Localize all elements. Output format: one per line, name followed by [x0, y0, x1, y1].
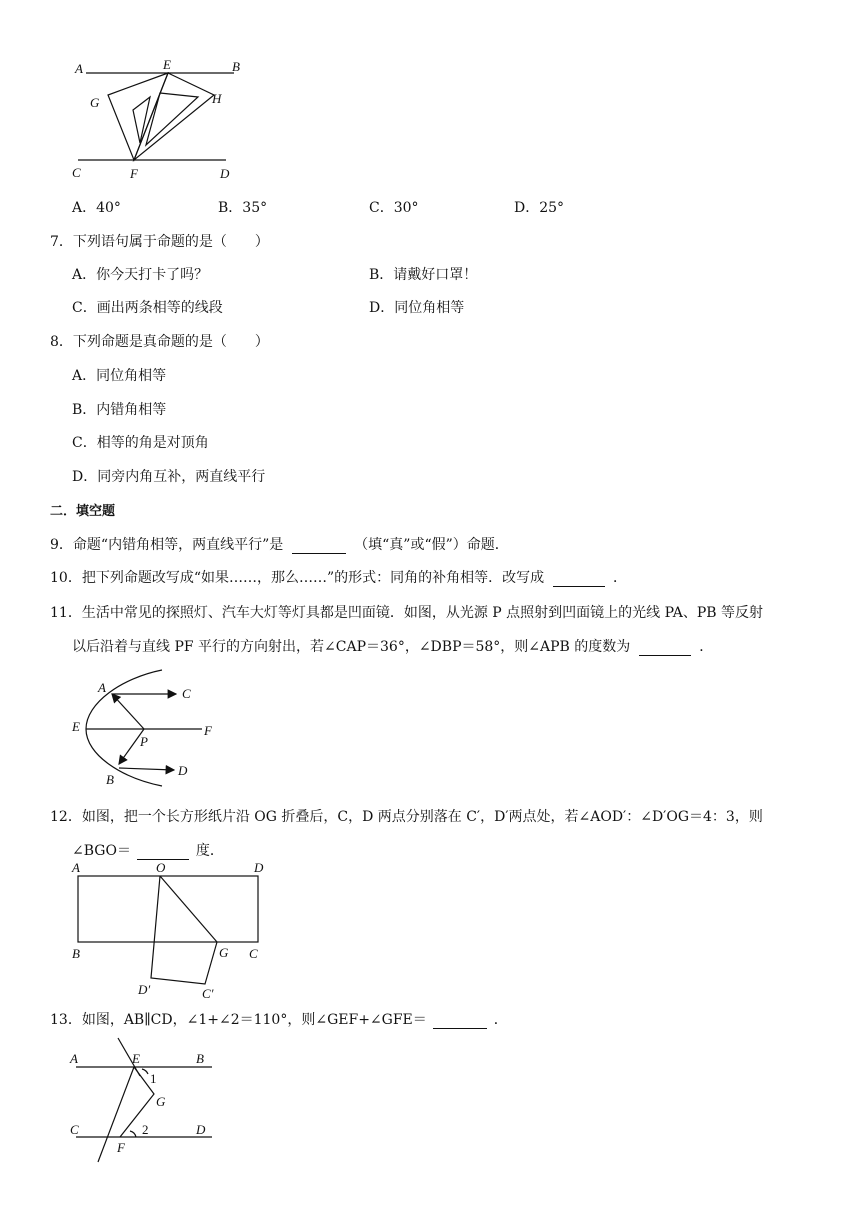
q10-answer-blank[interactable]	[553, 570, 605, 587]
fig-q13-label-c: C	[70, 1122, 79, 1137]
fig-q12-label-d: D	[254, 860, 264, 875]
fig-q11-label-b: B	[106, 772, 114, 787]
fig-q6-label-h: H	[212, 91, 222, 106]
q8-option-d[interactable]: D．同旁内角互补，两直线平行	[72, 469, 266, 485]
fig-q11-label-f: F	[204, 723, 212, 738]
q11-text-post: ．	[699, 639, 714, 655]
fig-q13-label-f: F	[117, 1140, 125, 1155]
q7-stem: 7．下列语句属于命题的是（ ）	[50, 234, 269, 250]
q7-option-d[interactable]: D．同位角相等	[369, 300, 465, 316]
figure-q6-triangles	[60, 55, 260, 185]
q7-option-b[interactable]: B．请戴好口罩！	[369, 267, 478, 283]
q6-option-d[interactable]: D．25°	[514, 200, 565, 216]
q10	[50, 567, 627, 587]
q11-answer-blank[interactable]	[639, 639, 691, 656]
fig-q12-label-g: G	[219, 945, 229, 960]
q9	[50, 534, 509, 554]
fig-q13-label-a: A	[70, 1051, 78, 1066]
q13	[50, 1009, 508, 1029]
q13-text-post: ．	[493, 1012, 508, 1028]
q8-stem: 8．下列命题是真命题的是（ ）	[50, 334, 269, 350]
q13-text-pre: 13．如图，AB∥CD，∠1+∠2＝110°，则∠GEF+∠GFE＝	[50, 1012, 427, 1028]
q11-line2	[72, 636, 713, 656]
q7-option-c[interactable]: C．画出两条相等的线段	[72, 300, 223, 316]
q8-option-b[interactable]: B．内错角相等	[72, 402, 167, 418]
section-fill-in-blank-heading: 二．填空题	[50, 504, 116, 519]
q13-answer-blank[interactable]	[433, 1012, 487, 1029]
q9-text-pre: 9．命题“内错角相等，两直线平行”是	[50, 537, 284, 553]
q12-answer-blank[interactable]	[137, 843, 189, 860]
fig-q12-label-b: B	[72, 946, 80, 961]
q6-option-a[interactable]: A．40°	[72, 200, 121, 216]
q8-option-a[interactable]: A．同位角相等	[72, 368, 167, 384]
fig-q6-label-c: C	[72, 165, 81, 180]
fig-q12-label-d-prime: D′	[138, 982, 151, 997]
fig-q6-label-f: F	[130, 166, 138, 181]
fig-q13-label-g: G	[156, 1094, 166, 1109]
q12-line1: 12．如图，把一个长方形纸片沿 OG 折叠后，C，D 两点分别落在 C′，D′两点处，若∠AOD′：∠D′OG＝4：3，则	[50, 809, 763, 825]
q12-line2	[72, 840, 224, 860]
fig-q11-label-c: C	[182, 686, 191, 701]
fig-q12-label-a: A	[72, 860, 80, 875]
q10-text-post: ．	[613, 570, 628, 586]
fig-q6-label-a: A	[75, 61, 83, 76]
q11-line1: 11．生活中常见的探照灯、汽车大灯等灯具都是凹面镜．如图，从光源 P 点照射到凹面镜上的光线 PA、PB 等反射	[50, 605, 763, 621]
fig-q12-label-c-prime: C′	[202, 986, 214, 1001]
fig-q12-label-o: O	[156, 860, 166, 875]
q6-option-b[interactable]: B．35°	[218, 200, 268, 216]
fig-q6-label-b: B	[232, 59, 240, 74]
q12-text-post: 度．	[195, 843, 224, 859]
fig-q11-label-p: P	[140, 734, 148, 749]
fig-q11-label-a: A	[98, 680, 106, 695]
fig-q13-label-angle2: 2	[142, 1122, 149, 1137]
q12-text-pre: ∠BGO＝	[72, 843, 131, 859]
q9-text-post: （填“真”或“假”）命题．	[354, 537, 509, 553]
q10-text-pre: 10．把下列命题改写成“如果……，那么……”的形式：同角的补角相等．改写成	[50, 570, 545, 586]
q11-text-pre: 以后沿着与直线 PF 平行的方向射出，若∠CAP＝36°，∠DBP＝58°，则∠APB 的度数为	[72, 639, 631, 655]
fig-q6-label-e: E	[163, 57, 171, 72]
q8-option-c[interactable]: C．相等的角是对顶角	[72, 435, 209, 451]
figure-q11-concave-mirror	[62, 668, 232, 790]
q9-answer-blank[interactable]	[292, 537, 346, 554]
q7-option-a[interactable]: A．你今天打卡了吗？	[72, 267, 209, 283]
fig-q11-label-e: E	[72, 719, 80, 734]
figure-q12-folded-rectangle	[62, 860, 282, 1006]
fig-q12-label-c: C	[249, 946, 258, 961]
fig-q13-label-angle1: 1	[150, 1071, 157, 1086]
fig-q11-label-d: D	[178, 763, 188, 778]
fig-q13-label-e: E	[132, 1051, 140, 1066]
figure-q13-parallel-lines	[62, 1036, 232, 1164]
fig-q6-label-d: D	[220, 166, 230, 181]
fig-q13-label-d: D	[196, 1122, 206, 1137]
fig-q13-label-b: B	[196, 1051, 204, 1066]
fig-q6-label-g: G	[90, 95, 100, 110]
q6-option-c[interactable]: C．30°	[369, 200, 419, 216]
